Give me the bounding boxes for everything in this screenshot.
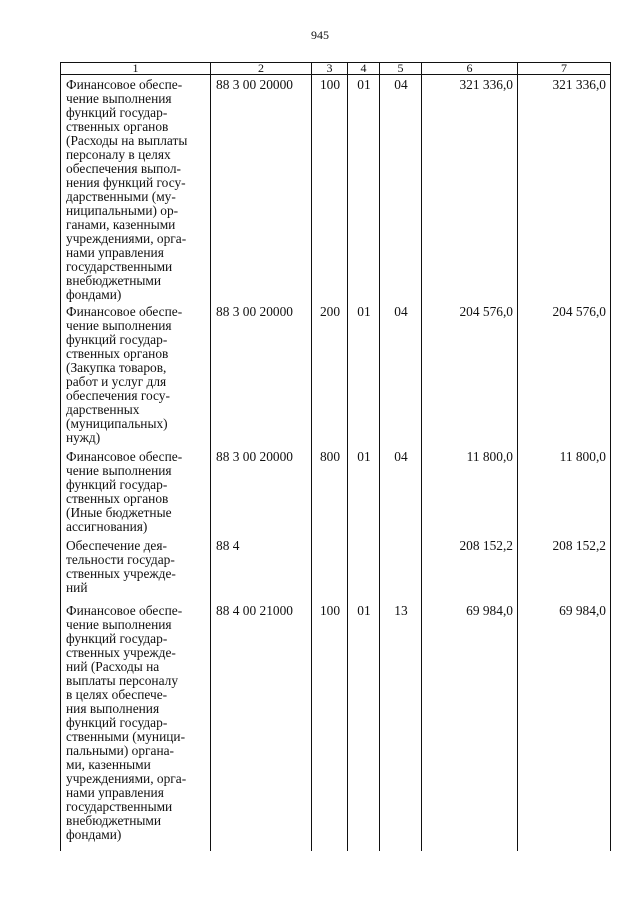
description-line: функций государ- [66, 477, 168, 492]
description-line: Финансовое обеспе- [66, 304, 183, 319]
header-col-5: 5 [380, 63, 422, 75]
description-line: в целях обеспече- [66, 687, 168, 702]
description-line: внебюджетными [66, 273, 162, 288]
row-code: 88 4 [211, 536, 312, 601]
description-line: дарственными (му- [66, 189, 176, 204]
description-line: ний [66, 580, 88, 595]
description-line: дарственных [66, 402, 140, 417]
description-line: нами управления [66, 245, 164, 260]
description-line: нения функций госу- [66, 175, 186, 190]
description-line: функций государ- [66, 631, 168, 646]
description-line: фондами) [66, 287, 122, 302]
description-line: чение выполнения [66, 617, 172, 632]
row-col-3: 100 [312, 75, 348, 303]
row-col-5: 04 [380, 302, 422, 447]
row-col-6: 321 336,0 [422, 75, 518, 303]
row-description [61, 447, 211, 536]
row-col-4 [348, 536, 380, 601]
description-line: ганами, казенными [66, 217, 176, 232]
description-line: работ и услуг для [66, 374, 167, 389]
description-line: Финансовое обеспе- [66, 449, 183, 464]
row-description [61, 302, 211, 447]
description-line: Финансовое обеспе- [66, 77, 183, 92]
row-description [61, 75, 211, 303]
header-col-7: 7 [518, 63, 611, 75]
table-row [61, 447, 611, 536]
row-code: 88 3 00 20000 [211, 302, 312, 447]
description-line: ственных органов [66, 119, 169, 134]
table-row [61, 536, 611, 601]
row-col-6: 208 152,2 [422, 536, 518, 601]
row-code: 88 3 00 20000 [211, 447, 312, 536]
description-line: нами управления [66, 785, 164, 800]
row-description [61, 536, 211, 601]
description-line: ассигнования) [66, 519, 148, 534]
table-body [61, 75, 611, 852]
description-line: Обеспечение дея- [66, 538, 167, 553]
row-col-3: 100 [312, 601, 348, 851]
description-line: функций государ- [66, 105, 168, 120]
description-line: учреждениями, орга- [66, 231, 187, 246]
row-col-5 [380, 536, 422, 601]
header-col-2: 2 [211, 63, 312, 75]
row-col-4: 01 [348, 447, 380, 536]
description-line: (Расходы на выплаты [66, 133, 188, 148]
budget-table [60, 62, 611, 851]
description-line: государственными [66, 799, 173, 814]
description-line: государственными [66, 259, 173, 274]
header-row [61, 63, 611, 75]
row-col-4: 01 [348, 601, 380, 851]
description-line: фондами) [66, 827, 122, 842]
page-number: 945 [311, 28, 329, 42]
description-line: чение выполнения [66, 463, 172, 478]
description-line: ственных органов [66, 491, 169, 506]
description-line: пальными) органа- [66, 743, 175, 758]
row-col-3 [312, 536, 348, 601]
description-line: ственных учрежде- [66, 645, 176, 660]
description-line: (Иные бюджетные [66, 505, 172, 520]
description-line: обеспечения госу- [66, 388, 170, 403]
row-col-6: 11 800,0 [422, 447, 518, 536]
description-line: ниципальными) ор- [66, 203, 179, 218]
description-line: (Закупка товаров, [66, 360, 167, 375]
description-line: ний (Расходы на [66, 659, 160, 674]
row-col-6: 69 984,0 [422, 601, 518, 851]
row-col-4: 01 [348, 75, 380, 303]
description-line: нужд) [66, 430, 101, 445]
description-line: персоналу в целях [66, 147, 171, 162]
description-line: функций государ- [66, 332, 168, 347]
description-line: ми, казенными [66, 757, 151, 772]
description-line: ственных органов [66, 346, 169, 361]
row-col-5: 04 [380, 75, 422, 303]
description-line: ния выполнения [66, 701, 160, 716]
description-line: (муниципальных) [66, 416, 168, 431]
description-line: ственных учрежде- [66, 566, 176, 581]
row-col-5: 13 [380, 601, 422, 851]
row-code: 88 3 00 20000 [211, 75, 312, 303]
description-line: ственными (муници- [66, 729, 186, 744]
row-col-5: 04 [380, 447, 422, 536]
description-line: выплаты персоналу [66, 673, 179, 688]
row-col-7: 204 576,0 [518, 302, 611, 447]
row-code: 88 4 00 21000 [211, 601, 312, 851]
description-line: чение выполнения [66, 318, 172, 333]
header-col-3: 3 [312, 63, 348, 75]
row-col-7: 69 984,0 [518, 601, 611, 851]
description-line: тельности государ- [66, 552, 175, 567]
table-row [61, 302, 611, 447]
row-col-7: 321 336,0 [518, 75, 611, 303]
row-col-3: 800 [312, 447, 348, 536]
table-row [61, 75, 611, 303]
description-line: внебюджетными [66, 813, 162, 828]
row-col-4: 01 [348, 302, 380, 447]
row-description [61, 601, 211, 851]
description-line: учреждениями, орга- [66, 771, 187, 786]
header-col-4: 4 [348, 63, 380, 75]
row-col-7: 208 152,2 [518, 536, 611, 601]
row-col-7: 11 800,0 [518, 447, 611, 536]
header-col-1: 1 [61, 63, 211, 75]
row-col-6: 204 576,0 [422, 302, 518, 447]
description-line: чение выполнения [66, 91, 172, 106]
description-line: обеспечения выпол- [66, 161, 181, 176]
header-col-6: 6 [422, 63, 518, 75]
description-line: функций государ- [66, 715, 168, 730]
row-col-3: 200 [312, 302, 348, 447]
table-row [61, 601, 611, 851]
description-line: Финансовое обеспе- [66, 603, 183, 618]
